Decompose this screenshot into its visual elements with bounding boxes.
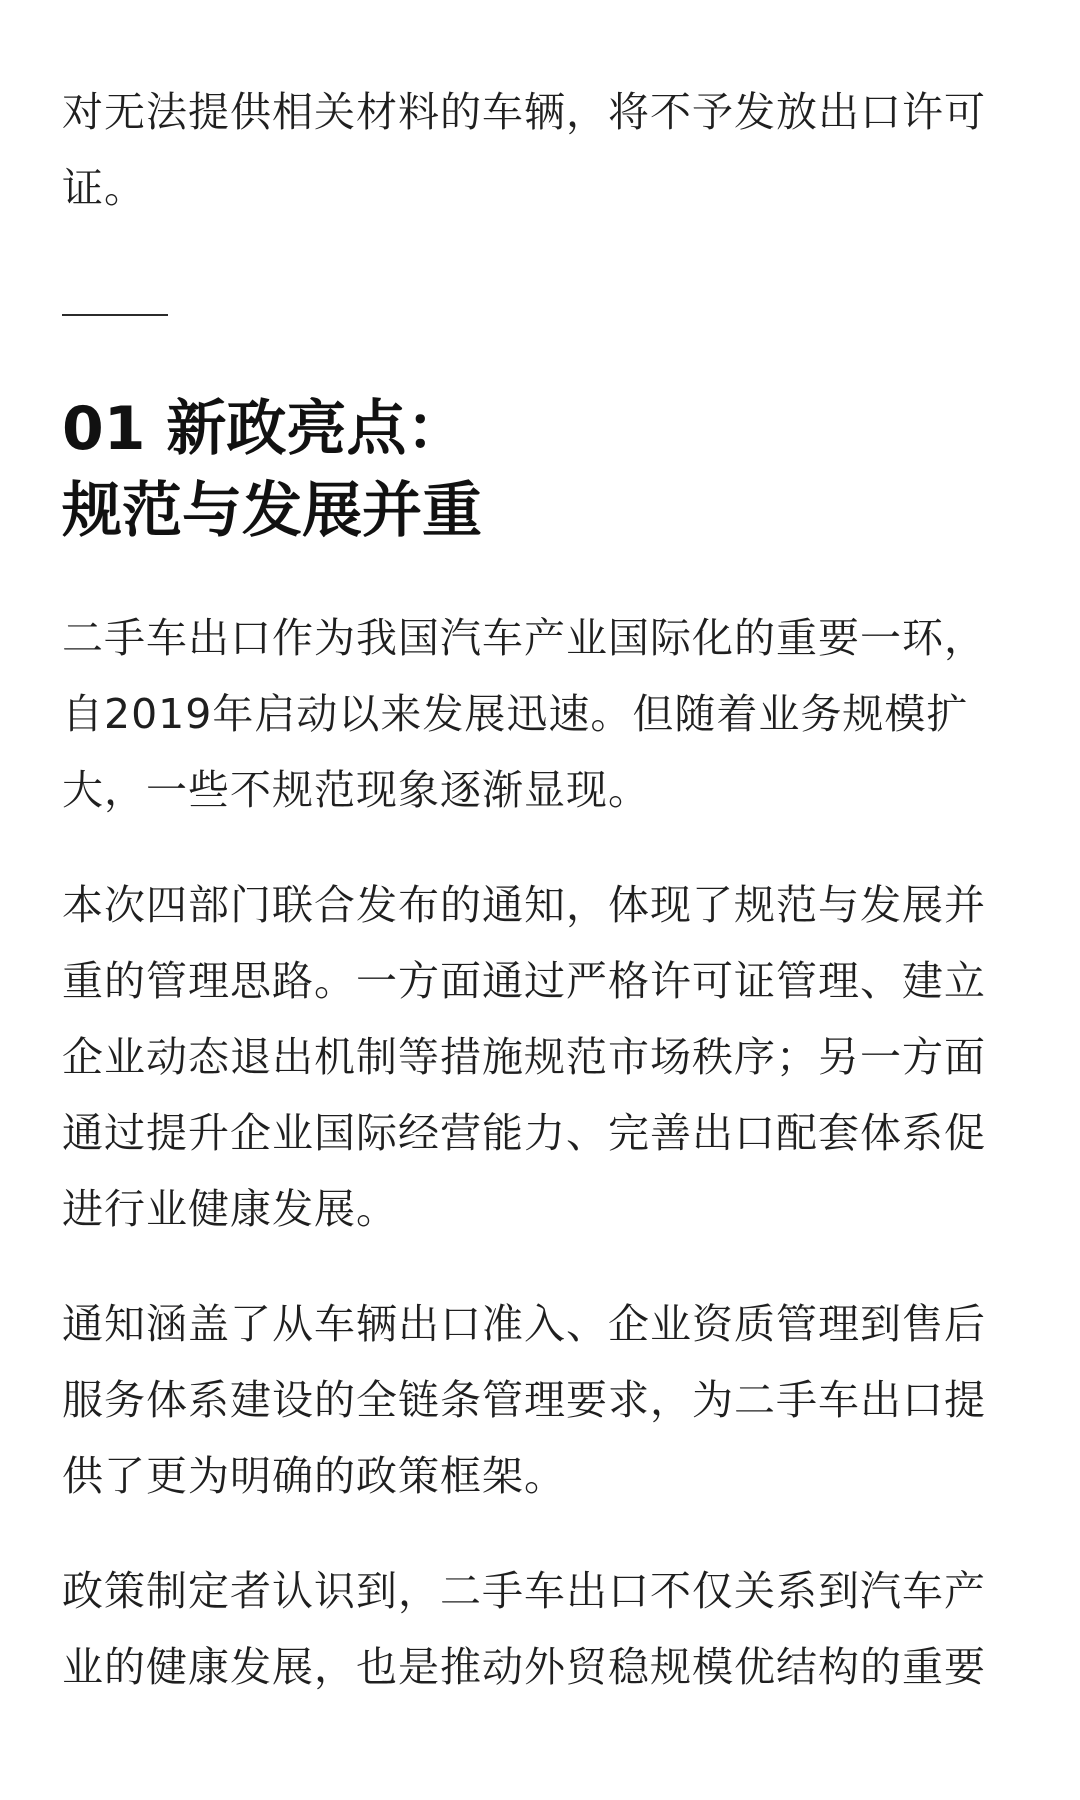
- paragraph-line: 通过提升企业国际经营能力、完善出口配套体系促: [62, 1109, 986, 1157]
- section-heading-line: 01 新政亮点：: [62, 394, 467, 464]
- paragraph-line: 进行业健康发展。: [62, 1185, 398, 1233]
- paragraph-line: 大，一些不规范现象逐渐显现。: [62, 766, 650, 814]
- paragraph-line: 通知涵盖了从车辆出口准入、企业资质管理到售后: [62, 1300, 986, 1348]
- paragraph-line: 服务体系建设的全链条管理要求，为二手车出口提: [62, 1376, 986, 1424]
- paragraph-line: 本次四部门联合发布的通知，体现了规范与发展并: [62, 881, 986, 929]
- section-heading-line: 规范与发展并重: [62, 476, 482, 546]
- paragraph-2: [62, 867, 1022, 1247]
- paragraph-line: 重的管理思路。一方面通过严格许可证管理、建立: [62, 957, 986, 1005]
- paragraph-1: [62, 600, 1022, 828]
- paragraph-line: 政策制定者认识到，二手车出口不仅关系到汽车产: [62, 1567, 986, 1615]
- paragraph-line: 二手车出口作为我国汽车产业国际化的重要一环，: [62, 614, 986, 662]
- paragraph-line: 自2019年启动以来发展迅速。但随着业务规模扩: [62, 690, 969, 738]
- section-heading: [62, 388, 482, 552]
- intro-paragraph: [62, 74, 1022, 226]
- paragraph-line: 企业动态退出机制等措施规范市场秩序；另一方面: [62, 1033, 986, 1081]
- paragraph-line: 对无法提供相关材料的车辆，将不予发放出口许可: [62, 88, 986, 136]
- paragraph-line: 供了更为明确的政策框架。: [62, 1452, 566, 1500]
- paragraph-3: [62, 1286, 1022, 1514]
- paragraph-4: [62, 1553, 1022, 1705]
- paragraph-line: 业的健康发展，也是推动外贸稳规模优结构的重要: [62, 1643, 986, 1691]
- paragraph-line: 证。: [62, 164, 146, 212]
- section-divider: [62, 314, 168, 316]
